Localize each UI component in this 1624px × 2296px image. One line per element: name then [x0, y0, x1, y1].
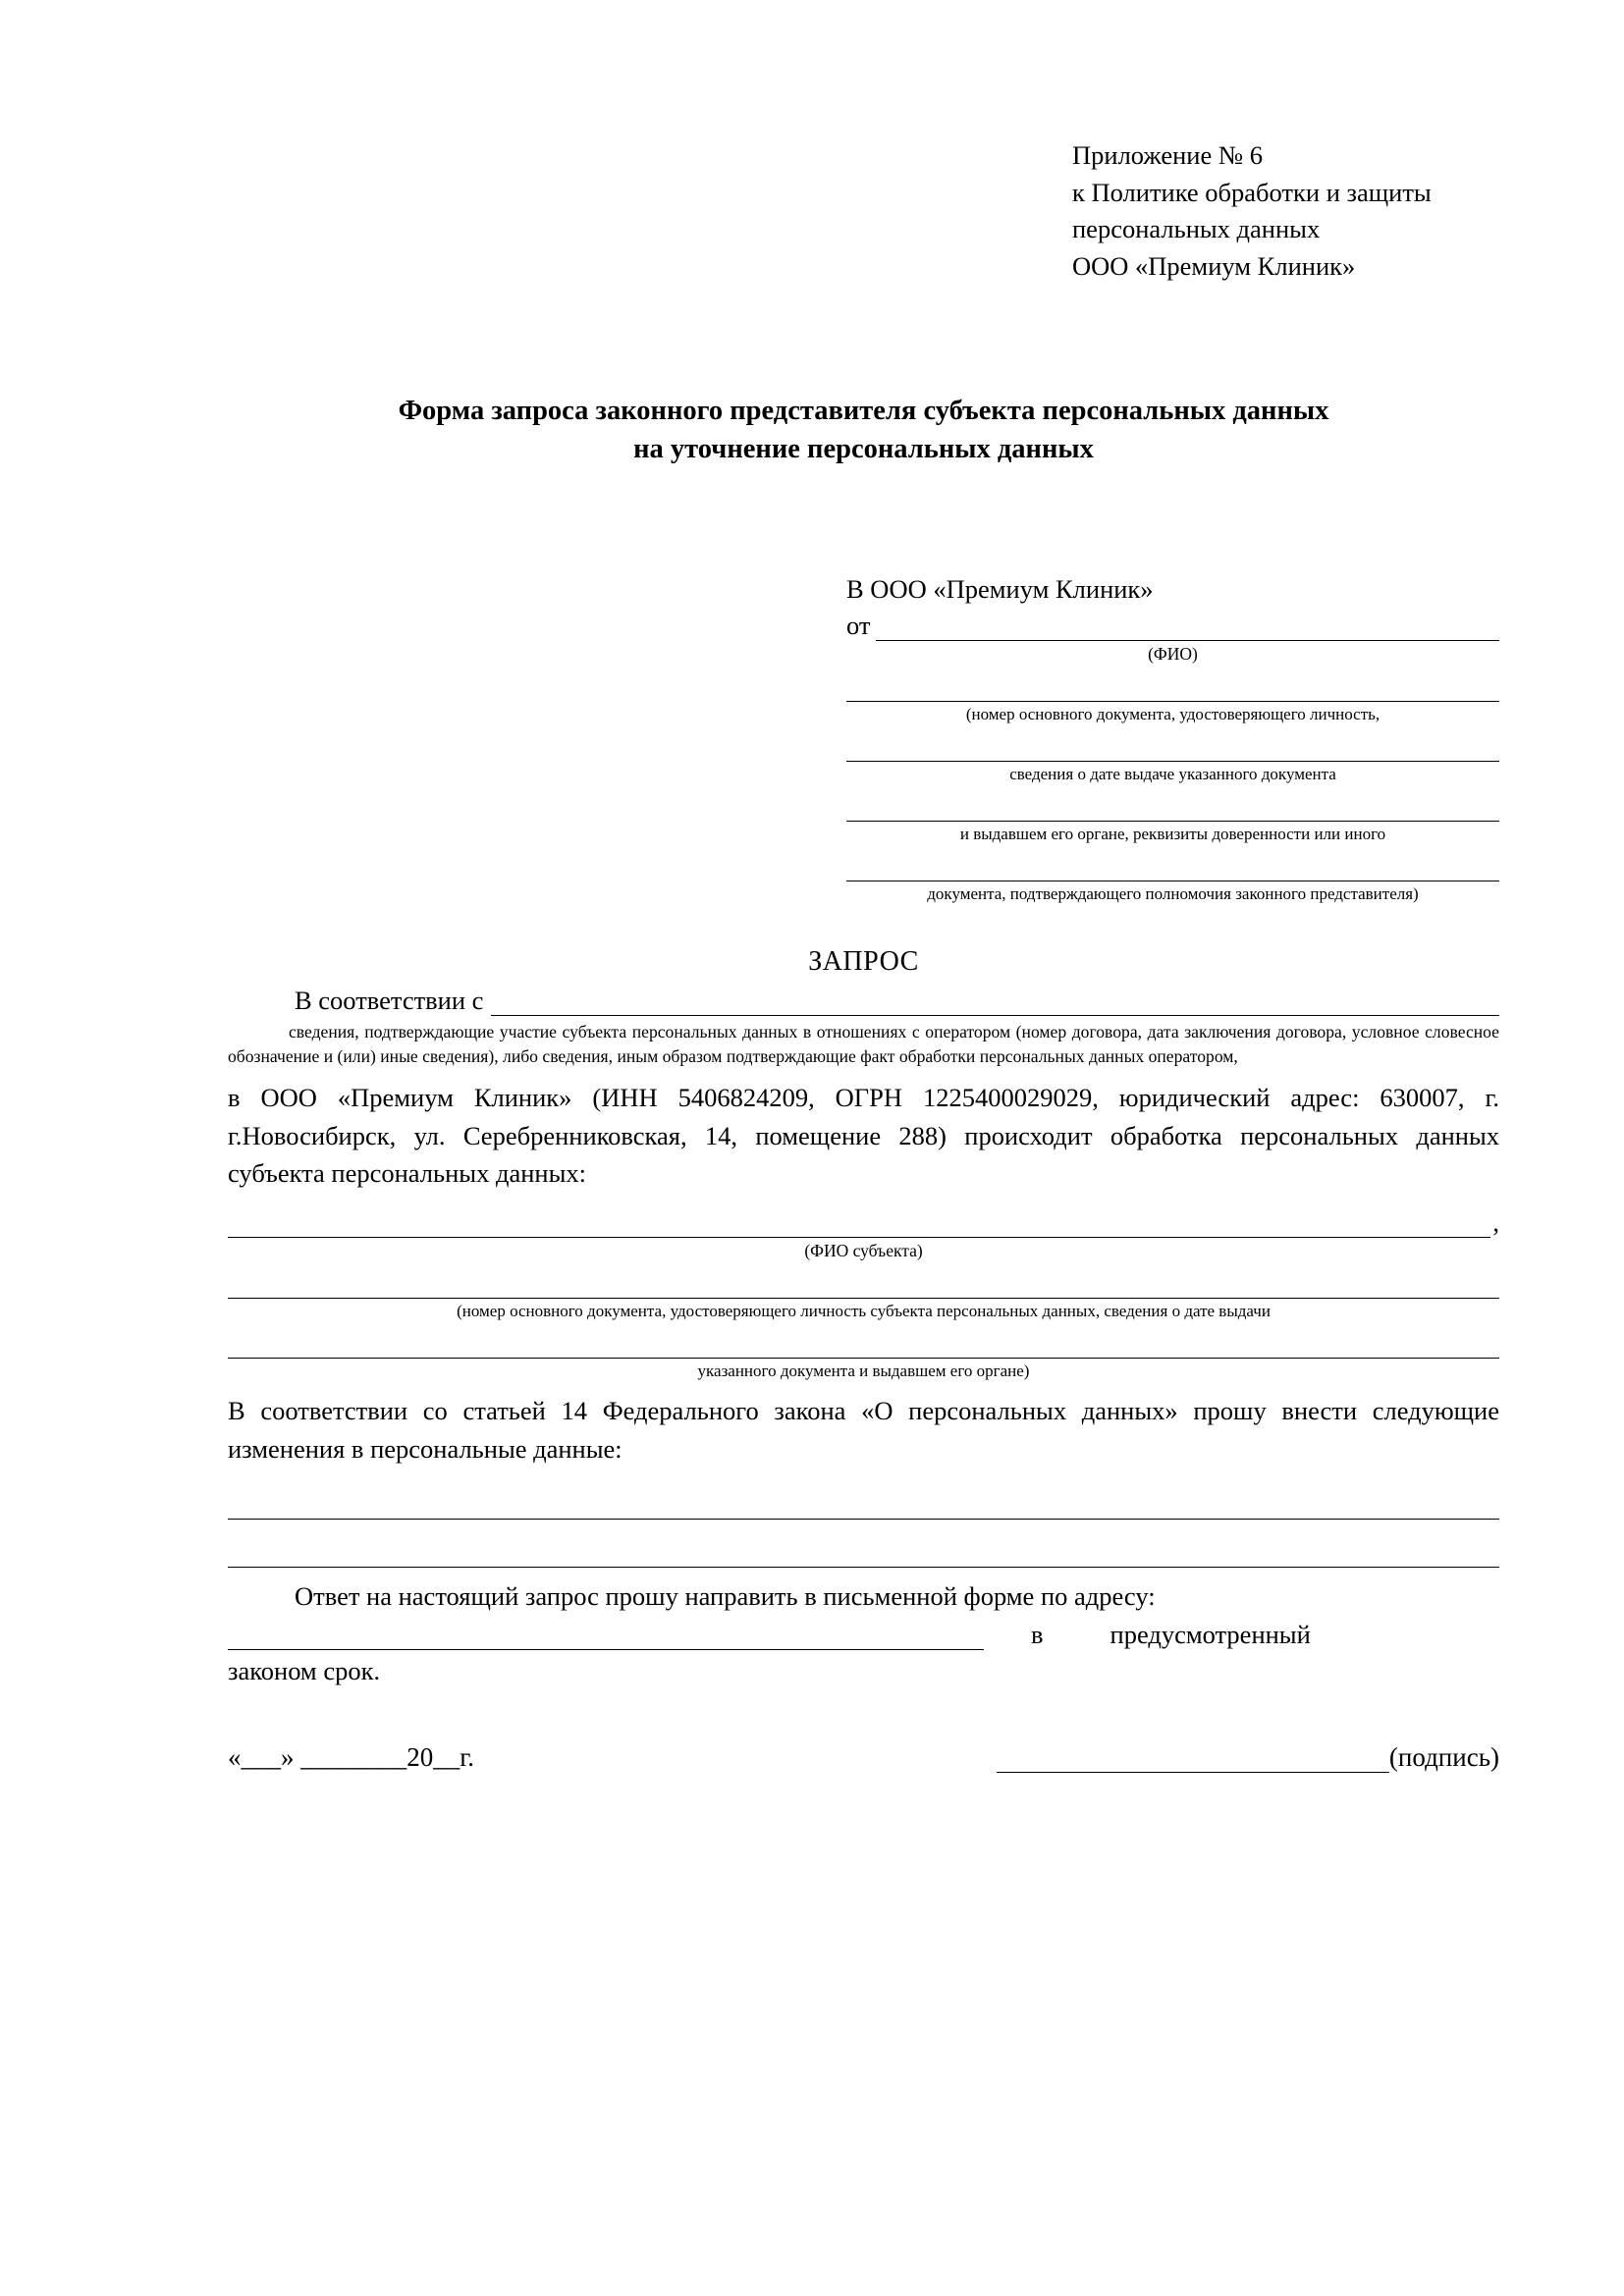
answer-intro-paragraph: Ответ на настоящий запрос прошу направить в письменной форме по адресу: — [295, 1581, 1156, 1612]
appendix-policy-line2: персональных данных — [1072, 214, 1321, 244]
answer-tail: законом срок. — [228, 1655, 381, 1685]
caption-doc-organ: и выдавшем его органе, реквизиты доверенности или иного — [959, 825, 1386, 844]
document-content — [228, 137, 1499, 1773]
from-input-line[interactable] — [876, 618, 1499, 641]
answer-address-input-line[interactable] — [228, 1628, 984, 1650]
signature-row — [228, 1742, 1499, 1773]
subject-fio-input-line[interactable] — [228, 1215, 1490, 1238]
page-title-line2: на уточнение персональных данных — [633, 433, 1094, 464]
caption-subject-fio: (ФИО субъекта) — [804, 1241, 923, 1261]
answer-word-prescribed: предусмотренный — [1110, 1619, 1311, 1649]
in-accordance-row — [228, 986, 1499, 1016]
changes-input-block — [228, 1497, 1499, 1568]
doc-organ-input-line[interactable] — [846, 799, 1499, 822]
page-title-line1: Форма запроса законного представителя субъекта персональных данных — [398, 395, 1329, 426]
request-note-text: сведения, подтверждающие участие субъекта персональных данных в отношениях с оператором (номер договора, дата заключения договора, условное словесное обозначение и (или) иные сведения), либо сведения, иным образом подтверждающие факт обработки персональных данных оператором, — [228, 1022, 1499, 1067]
subject-fio-row — [228, 1207, 1499, 1238]
caption-subject-doc: (номер основного документа, удостоверяющего личность субъекта персональных данных, сведения о дате выдачи — [457, 1302, 1271, 1321]
addressee-organization: В ООО «Премиум Клиник» — [846, 574, 1154, 605]
changes-input-line-2[interactable] — [228, 1545, 1499, 1568]
signature-date[interactable]: «___» ________20__г. — [228, 1742, 475, 1773]
caption-subject-organ: указанного документа и выдавшем его органе) — [697, 1362, 1030, 1381]
addressee-block — [846, 574, 1499, 905]
from-label: от — [846, 611, 871, 641]
doc-date-input-line[interactable] — [846, 739, 1499, 762]
caption-doc-number: (номер основного документа, удостоверяющего личность, — [965, 704, 1380, 723]
page-title — [228, 392, 1499, 469]
signature-input-line[interactable] — [997, 1748, 1389, 1773]
in-accordance-label: В соответствии с — [295, 986, 484, 1016]
changes-input-line-1[interactable] — [228, 1497, 1499, 1520]
request-note — [228, 1020, 1499, 1069]
doc-powers-input-line[interactable] — [846, 859, 1499, 881]
caption-doc-powers: документа, подтверждающего полномочия законного представителя) — [927, 884, 1419, 904]
subject-organ-input-line[interactable] — [228, 1336, 1499, 1359]
answer-address-row — [228, 1620, 1499, 1650]
signature-label: (подпись) — [1388, 1742, 1499, 1773]
appendix-number: Приложение № 6 — [1072, 140, 1264, 170]
subject-fio-comma: , — [1492, 1207, 1499, 1238]
caption-doc-date: сведения о дате выдаче указанного документа — [1009, 765, 1336, 783]
appendix-policy-line1: к Политике обработки и защиты — [1072, 177, 1432, 207]
answer-word-in: в — [1031, 1619, 1044, 1649]
from-field-row — [846, 611, 1499, 641]
subject-doc-input-line[interactable] — [228, 1276, 1499, 1299]
law-paragraph: В соответствии со статьей 14 Федерального закона «О персональных данных» прошу внести следующие изменения в персональные данные: — [228, 1396, 1499, 1464]
appendix-company: ООО «Премиум Клиник» — [1072, 250, 1356, 281]
organization-paragraph: в ООО «Премиум Клиник» (ИНН 5406824209, ОГРН 1225400029029, юридический адрес: 630007, г. г.Новосибирск, ул. Серебренниковская, 14, помещение 288) происходит обработка персональных данных субъекта персональных данных: — [228, 1083, 1499, 1189]
caption-fio: (ФИО) — [1148, 644, 1198, 665]
doc-number-input-line[interactable] — [846, 679, 1499, 702]
request-heading: ЗАПРОС — [808, 946, 919, 978]
in-accordance-input-line[interactable] — [491, 993, 1499, 1016]
appendix-header — [1072, 137, 1499, 286]
